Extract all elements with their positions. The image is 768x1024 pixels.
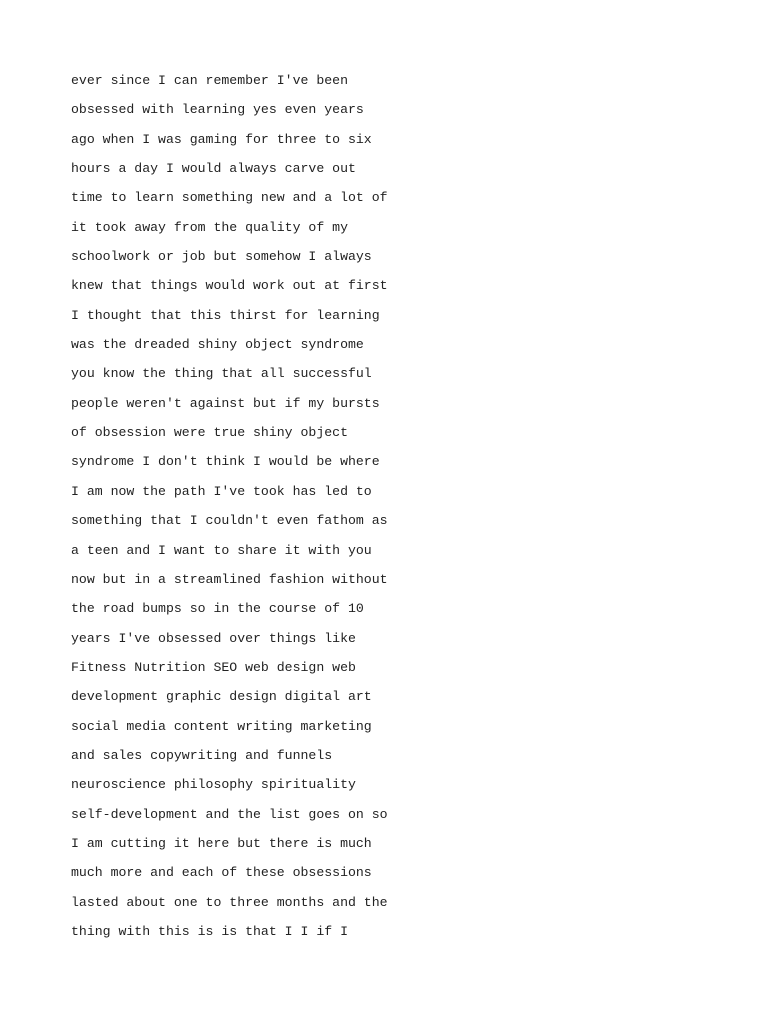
text-line: of obsession were true shiny object <box>71 425 348 441</box>
text-line: schoolwork or job but somehow I always <box>71 249 372 265</box>
text-line: a teen and I want to share it with you <box>71 542 372 558</box>
text-line: it took away from the quality of my <box>71 219 348 235</box>
text-line: I am now the path I've took has led to <box>71 483 372 499</box>
text-line: much more and each of these obsessions <box>71 865 372 881</box>
text-line: people weren't against but if my bursts <box>71 395 380 411</box>
text-line: something that I couldn't even fathom as <box>71 513 388 529</box>
text-line: lasted about one to three months and the <box>71 894 388 910</box>
text-line: neuroscience philosophy spirituality <box>71 777 356 793</box>
transcript-text <box>71 66 711 946</box>
text-line: self-development and the list goes on so <box>71 806 388 822</box>
text-line: thing with this is is that I I if I <box>71 923 348 939</box>
text-line: was the dreaded shiny object syndrome <box>71 337 364 353</box>
text-line: time to learn something new and a lot of <box>71 190 388 206</box>
text-line: ever since I can remember I've been <box>71 73 348 88</box>
text-line: the road bumps so in the course of 10 <box>71 601 364 617</box>
text-line: you know the thing that all successful <box>71 366 372 382</box>
text-line: ago when I was gaming for three to six <box>71 131 372 147</box>
text-line: years I've obsessed over things like <box>71 630 356 646</box>
text-line: I thought that this thirst for learning <box>71 307 380 323</box>
text-line: and sales copywriting and funnels <box>71 747 333 763</box>
text-line: I am cutting it here but there is much <box>71 835 372 851</box>
text-line: knew that things would work out at first <box>71 278 388 294</box>
text-line: Fitness Nutrition SEO web design web <box>71 659 356 675</box>
text-line: hours a day I would always carve out <box>71 161 356 177</box>
text-line: syndrome I don't think I would be where <box>71 454 380 470</box>
text-line: obsessed with learning yes even years <box>71 102 364 118</box>
text-line: now but in a streamlined fashion without <box>71 571 388 587</box>
text-line: development graphic design digital art <box>71 689 372 705</box>
text-line: social media content writing marketing <box>71 718 372 734</box>
